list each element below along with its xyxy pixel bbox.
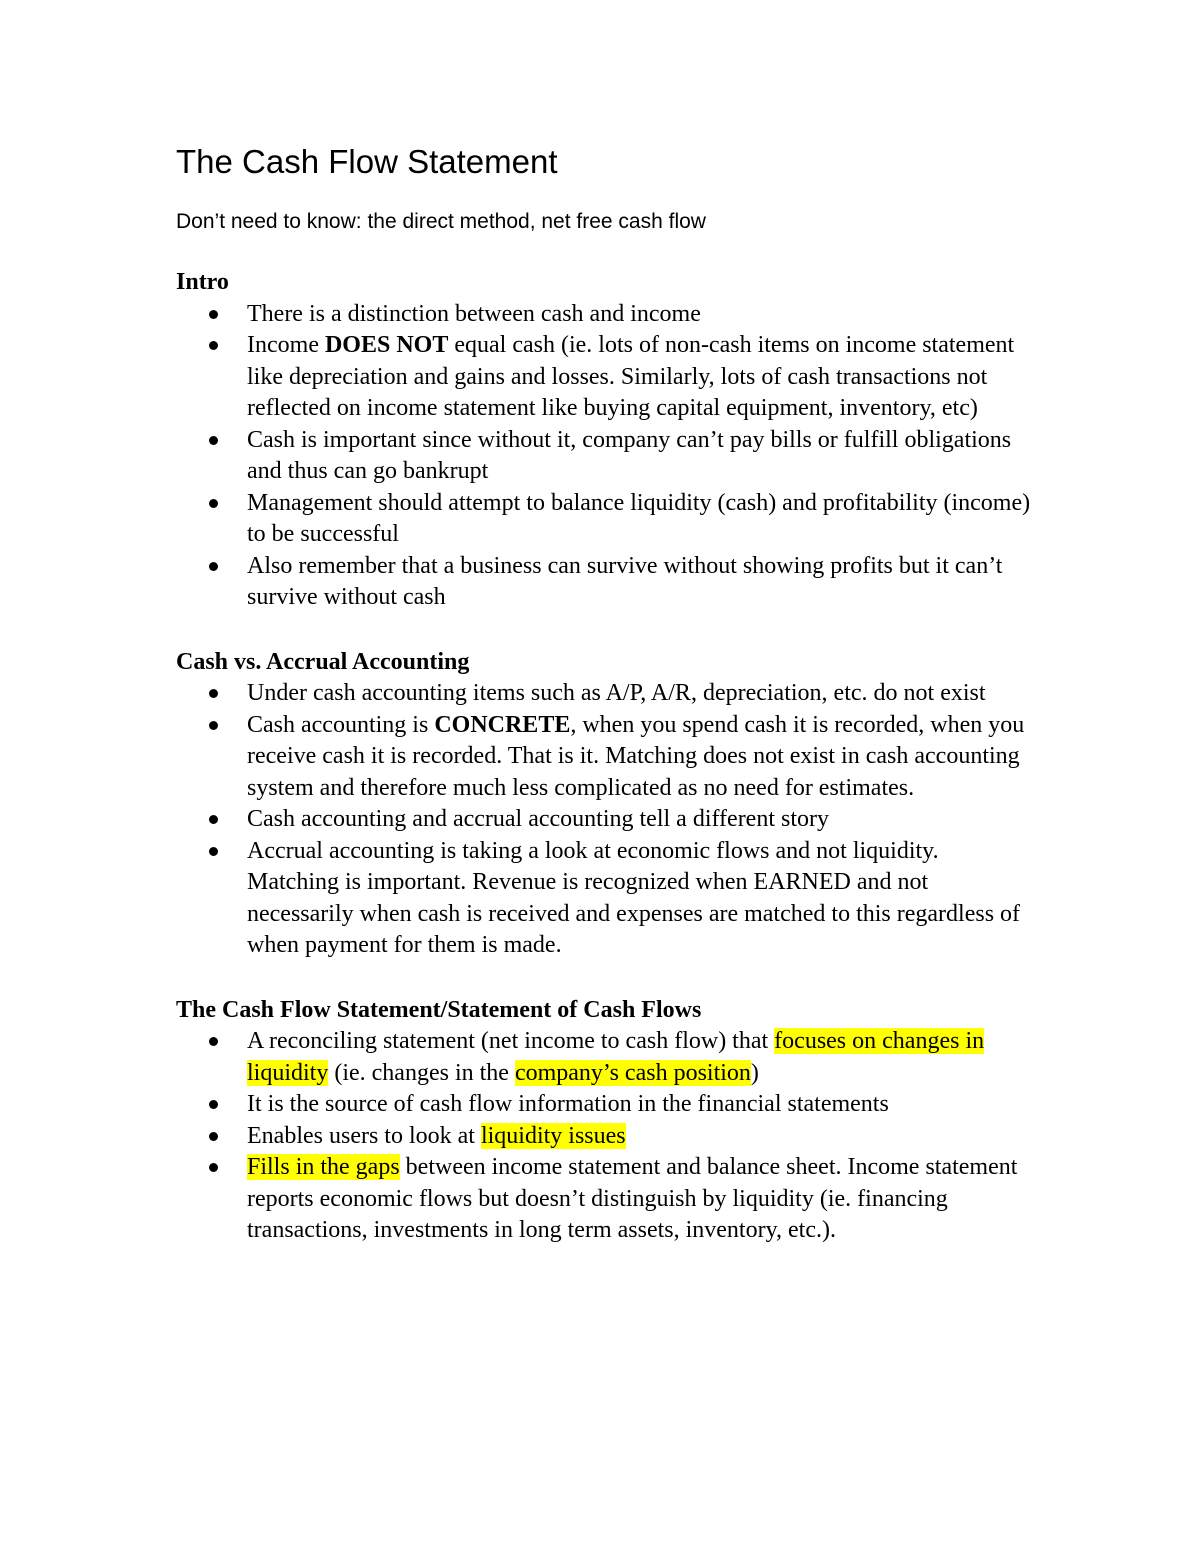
bullet-icon: [209, 562, 218, 571]
text-run: Income: [247, 332, 325, 358]
text-run: Also remember that a business can survive without showing profits but it can’t survive without cash: [247, 552, 1003, 610]
text-run: There is a distinction between cash and income: [247, 300, 701, 327]
bullet-icon: [209, 1037, 218, 1046]
bullet-icon: [209, 689, 218, 698]
list-item: [176, 1089, 1036, 1121]
bullet-list: [176, 299, 1036, 614]
bullet-icon: [209, 1132, 218, 1141]
bullet-icon: [209, 815, 218, 824]
bullet-icon: [209, 341, 218, 350]
highlighted-text: liquidity issues: [480, 1122, 626, 1149]
section-heading: Intro: [176, 269, 229, 295]
text-run: Under cash accounting items such as A/P, A/R, depreciation, etc. do not exist: [247, 680, 986, 706]
text-run: Accrual accounting is taking a look at economic flows and not liquidity. Matching is important. Revenue is recognized when EARNED and not necessarily when cash is received and expenses are matched to this regardless of when payment for them is made.: [247, 837, 1021, 958]
text-run: Management should attempt to balance liquidity (cash) and profitability (income) to be successful: [247, 489, 1031, 547]
bullet-icon: [209, 1100, 218, 1109]
section-1: [176, 267, 1036, 614]
section-3: [176, 995, 1036, 1247]
list-item: [176, 299, 1036, 331]
sections-container: [176, 267, 1036, 1247]
highlighted-text: company’s cash position: [514, 1059, 751, 1086]
bullet-icon: [209, 1163, 218, 1172]
page-title: The Cash Flow Statement: [176, 143, 558, 180]
bold-text: CONCRETE: [434, 711, 571, 738]
section-2: [176, 647, 1036, 962]
text-run: Enables users to look at: [247, 1122, 481, 1149]
document-page: [176, 140, 1036, 1247]
bold-text: DOES NOT: [324, 332, 449, 358]
bullet-list: [176, 1026, 1036, 1247]
text-run: between income statement and balance sheet. Income statement reports economic flows but doesn’t distinguish by liquidity (ie. financing transactions, investments in long term assets, inventory, etc.).: [247, 1154, 1018, 1243]
text-run: Cash accounting and accrual accounting tell a different story: [247, 806, 829, 832]
list-item: [176, 551, 1036, 614]
list-item: [176, 1121, 1036, 1153]
highlighted-text: focuses on changes in liquidity: [247, 1028, 985, 1086]
list-item: [176, 678, 1036, 710]
list-item: [176, 1026, 1036, 1089]
text-run: ): [750, 1059, 759, 1086]
text-run: Cash is important since without it, company can’t pay bills or fulfill obligations and thus can go bankrupt: [247, 426, 1012, 484]
list-item: [176, 488, 1036, 551]
list-item: [176, 836, 1036, 962]
subtitle-note: Don’t need to know: the direct method, net free cash flow: [176, 210, 706, 233]
bullet-icon: [209, 499, 218, 508]
section-heading: The Cash Flow Statement/Statement of Cash Flows: [176, 996, 702, 1023]
list-item: [176, 804, 1036, 836]
bullet-list: [176, 678, 1036, 962]
text-run: It is the source of cash flow information in the financial statements: [247, 1091, 889, 1117]
list-item: [176, 330, 1036, 425]
text-run: Cash accounting is: [247, 711, 435, 738]
text-run: (ie. changes in the: [328, 1059, 515, 1086]
section-heading: Cash vs. Accrual Accounting: [176, 648, 470, 675]
text-run: A reconciling statement (net income to cash flow) that: [247, 1028, 775, 1054]
list-item: [176, 425, 1036, 488]
list-item: [176, 710, 1036, 805]
highlighted-text: Fills in the gaps: [247, 1154, 400, 1180]
text-run: , when you spend cash it is recorded, when you receive cash it is recorded. That is it. Matching does not exist in cash accounting system and therefore much less complicated as no need for estimates.: [247, 711, 1025, 801]
bullet-icon: [209, 436, 218, 445]
bullet-icon: [209, 847, 218, 856]
text-run: equal cash (ie. lots of non-cash items on income statement like depreciation and gains and losses. Similarly, lots of cash transactions not reflected on income statement like buying capital equipment, inventory, etc): [247, 332, 1015, 421]
list-item: [176, 1152, 1036, 1247]
bullet-icon: [209, 721, 218, 730]
bullet-icon: [209, 310, 218, 319]
